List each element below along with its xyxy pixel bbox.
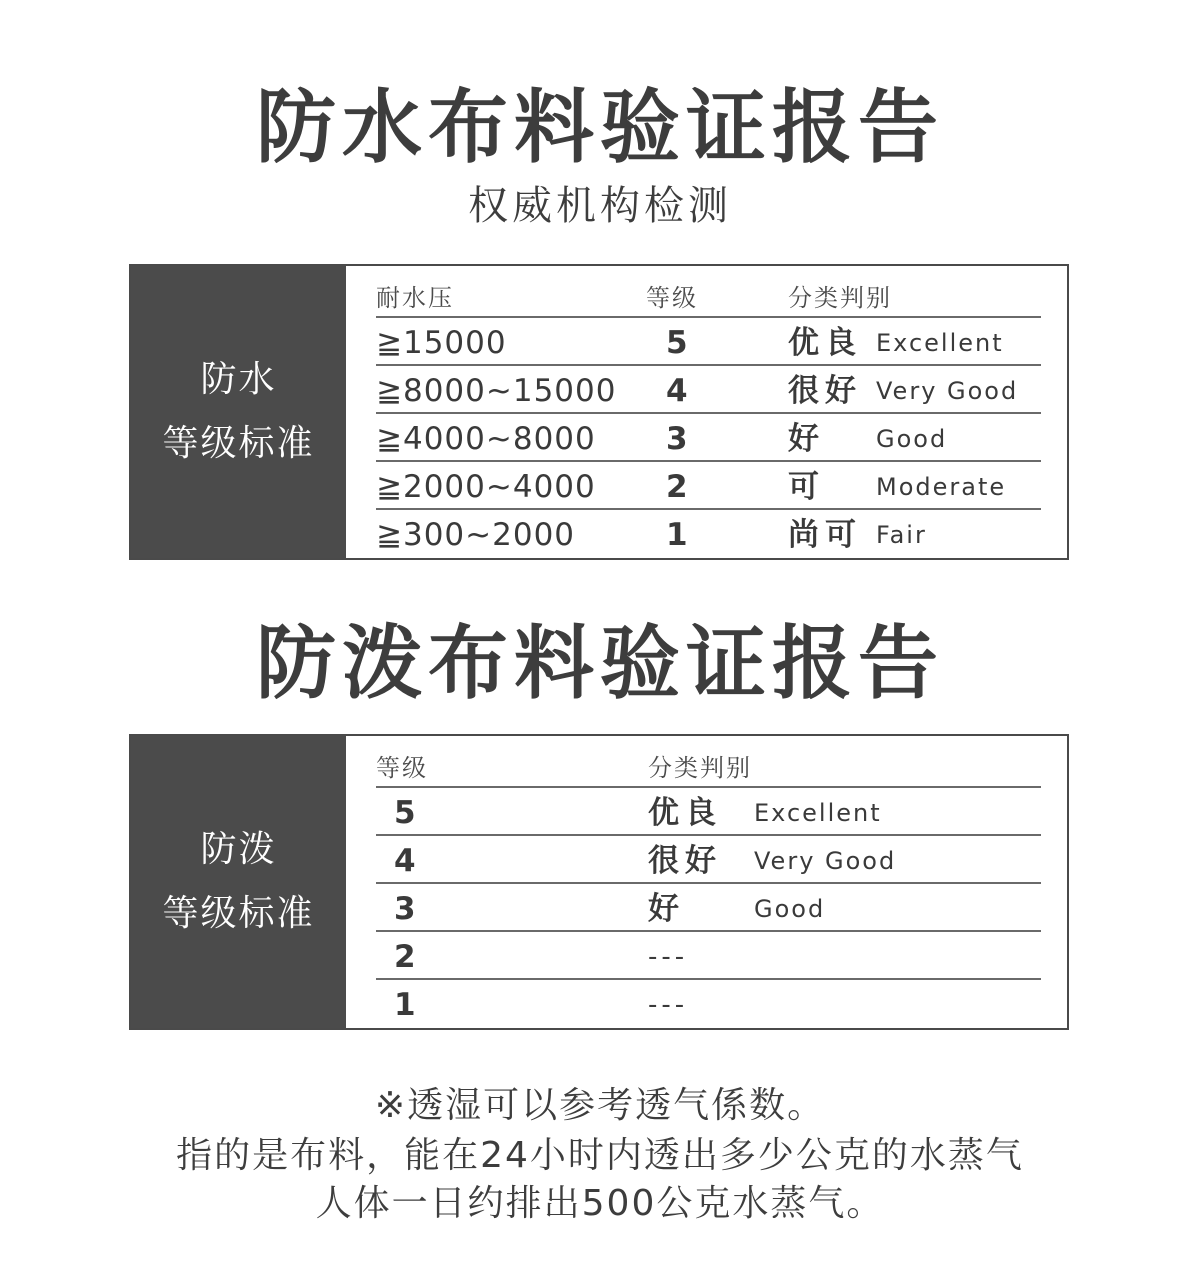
header-pressure: 耐水压 xyxy=(376,284,454,312)
header-classification: 分类判别 xyxy=(788,284,892,312)
class-cn-cell: 好 xyxy=(648,891,685,927)
header-classification: 分类判别 xyxy=(648,754,752,782)
class-en-cell: Excellent xyxy=(876,329,1004,357)
class-placeholder-cell: --- xyxy=(648,942,689,972)
table-row xyxy=(376,834,1041,884)
class-en-cell: Good xyxy=(876,425,948,453)
splashproof-side-label xyxy=(131,736,346,1028)
note-line-2: 指的是布料，能在24小时内透出多少公克的水蒸气 xyxy=(176,1135,1024,1176)
grade-cell: 5 xyxy=(666,325,688,361)
pressure-cell: ≧4000~8000 xyxy=(376,421,596,457)
class-en-cell: Fair xyxy=(876,521,927,549)
table-row xyxy=(376,786,1041,836)
class-en-cell: Very Good xyxy=(876,377,1019,405)
class-en-cell: Good xyxy=(754,895,826,923)
pressure-cell: ≧8000~15000 xyxy=(376,373,617,409)
table-row xyxy=(376,978,1041,1028)
class-cn-cell: 可 xyxy=(788,469,825,505)
grade-cell: 4 xyxy=(394,843,416,879)
grade-cell: 3 xyxy=(394,891,416,927)
side-line-1: 防水 xyxy=(200,359,277,400)
pressure-cell: ≧2000~4000 xyxy=(376,469,596,505)
grade-cell: 4 xyxy=(666,373,688,409)
grade-cell: 2 xyxy=(394,939,416,975)
class-placeholder-cell: --- xyxy=(648,990,689,1020)
waterproof-subtitle: 权威机构检测 xyxy=(468,183,732,229)
note-line-1: ※透湿可以参考透气係数。 xyxy=(374,1085,826,1126)
class-cn-cell: 优良 xyxy=(788,325,862,361)
table-row xyxy=(376,930,1041,980)
waterproof-side-label xyxy=(131,266,346,558)
class-cn-cell: 很好 xyxy=(788,373,862,409)
waterproof-title: 防水布料验证报告 xyxy=(256,81,944,174)
table-row xyxy=(376,364,1041,414)
class-en-cell: Excellent xyxy=(754,799,882,827)
grade-cell: 2 xyxy=(666,469,688,505)
grade-cell: 1 xyxy=(666,517,688,553)
table-row xyxy=(376,412,1041,462)
pressure-cell: ≧300~2000 xyxy=(376,517,576,553)
grade-cell: 5 xyxy=(394,795,416,831)
table-row xyxy=(376,460,1041,510)
splashproof-title: 防泼布料验证报告 xyxy=(256,617,944,710)
side-line-2: 等级标准 xyxy=(162,423,315,464)
grade-cell: 3 xyxy=(666,421,688,457)
header-grade: 等级 xyxy=(646,284,698,312)
pressure-cell: ≧15000 xyxy=(376,325,507,361)
note-line-3: 人体一日约排出500公克水蒸气。 xyxy=(315,1183,885,1224)
class-cn-cell: 好 xyxy=(788,421,825,457)
waterproof-table xyxy=(129,264,1069,560)
side-line-2: 等级标准 xyxy=(162,893,315,934)
grade-cell: 1 xyxy=(394,987,416,1023)
table-row xyxy=(376,508,1041,558)
class-en-cell: Moderate xyxy=(876,473,1007,501)
table-row xyxy=(376,316,1041,366)
class-cn-cell: 尚可 xyxy=(788,517,862,553)
splashproof-grid xyxy=(376,736,1041,1028)
splashproof-table xyxy=(129,734,1069,1030)
class-cn-cell: 优良 xyxy=(648,795,722,831)
waterproof-grid xyxy=(376,266,1041,558)
table-row xyxy=(376,882,1041,932)
header-grade: 等级 xyxy=(376,754,428,782)
class-cn-cell: 很好 xyxy=(648,843,722,879)
side-line-1: 防泼 xyxy=(200,829,277,870)
class-en-cell: Very Good xyxy=(754,847,897,875)
